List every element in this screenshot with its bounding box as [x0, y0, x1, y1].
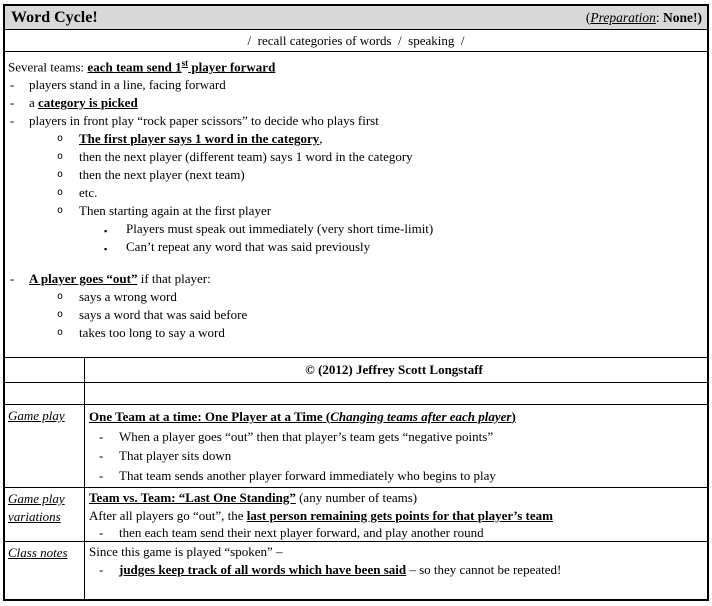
prep-label: Preparation [590, 9, 656, 25]
bullet-marker: - [99, 467, 104, 483]
page-title: Word Cycle! [11, 8, 98, 26]
list-line [85, 524, 703, 542]
text-segment: Changing teams after each player [330, 409, 512, 424]
text-segment: says a wrong word [79, 289, 177, 305]
section-label: Game play [8, 408, 65, 423]
text-segment: After all players go “out”, the [89, 507, 247, 523]
text-segment: The first player says 1 word in the category [79, 131, 320, 147]
text-segment: takes too long to say a word [79, 325, 225, 341]
list-line [5, 306, 707, 324]
list-line [85, 543, 703, 561]
bullet-marker: o [57, 151, 64, 163]
bullet-marker: o [57, 291, 64, 303]
text-segment: st [181, 58, 189, 68]
spacer-row [5, 383, 707, 405]
class-notes-label-cell [5, 542, 85, 599]
class-notes-row [5, 542, 707, 599]
bullet-marker: ▪ [104, 226, 108, 237]
list-line [5, 220, 707, 238]
spacer-label-cell [5, 383, 85, 404]
text-segment: A player goes “out” [29, 271, 138, 287]
bullet-marker: o [57, 205, 64, 217]
bullet-marker: o [57, 187, 64, 199]
copyright-row [5, 358, 707, 383]
text-segment: then the next player (different team) says 1 word in the category [79, 149, 413, 165]
text-segment: judges keep track of all words which have been said [119, 562, 407, 577]
text-segment: That player sits down [119, 448, 232, 463]
list-line [85, 489, 703, 507]
list-line [85, 427, 703, 447]
section-label: variations [8, 509, 61, 524]
game-play-cell [85, 405, 707, 487]
bullet-marker: o [57, 133, 64, 145]
bullet-marker: - [10, 271, 15, 287]
list-line [85, 407, 703, 427]
text-segment: Can’t repeat any word that was said previously [126, 239, 371, 255]
instructions-row [5, 52, 707, 358]
text-segment: Since this game is played “spoken” – [89, 544, 283, 559]
skills-row [5, 30, 707, 52]
bullet-marker: - [10, 113, 15, 129]
text-segment: When a player goes “out” then that player’s team gets “negative points” [119, 428, 494, 444]
list-line [5, 130, 707, 148]
text-segment: then each team send their next player forward, and play another round [119, 525, 484, 540]
text-segment: last person remaining gets points for that player’s team [246, 507, 553, 523]
title-bar [5, 6, 707, 30]
section-label: Game play [8, 491, 65, 506]
text-segment: Then starting again at the first player [79, 203, 272, 219]
list-line [5, 184, 707, 202]
list-line [5, 112, 707, 130]
list-line [5, 238, 707, 256]
spacer-cell [85, 383, 707, 404]
bullet-marker: o [57, 327, 64, 339]
text-segment: ) [511, 409, 516, 424]
list-line [85, 466, 703, 486]
text-segment: says a word that was said before [79, 307, 248, 323]
text-segment: players stand in a line, facing forward [29, 77, 226, 93]
variations-cell [85, 488, 707, 541]
text-segment: then the next player (next team) [79, 167, 245, 183]
variations-label-cell [5, 488, 85, 541]
list-line [5, 288, 707, 306]
list-line [85, 561, 703, 579]
text-segment: each team send 1 [87, 59, 182, 75]
text-segment: category is picked [38, 95, 138, 111]
copyright-text: © (2012) Jeffrey Scott Longstaff [305, 362, 483, 377]
text-segment: a [29, 95, 39, 111]
class-notes-cell [85, 542, 707, 599]
list-line [5, 166, 707, 184]
list-line [5, 270, 707, 288]
text-segment: One Team at a time: One Player at a Time [89, 409, 323, 424]
prep-open: ( [585, 9, 591, 25]
text-segment: players in front play “rock paper scissors” to decide who plays first [29, 113, 379, 129]
text-segment: etc. [79, 185, 98, 201]
game-play-label-cell [5, 405, 85, 487]
preparation-note [586, 10, 702, 26]
bullet-marker: o [57, 169, 64, 181]
bullet-marker: o [57, 309, 64, 321]
bullet-marker: - [99, 562, 104, 577]
list-line [5, 94, 707, 112]
text-segment: if that player: [137, 271, 211, 287]
prep-sep: : [655, 9, 663, 25]
bullet-marker: - [99, 525, 104, 540]
bullet-marker: - [99, 428, 104, 444]
section-label: Class notes [8, 545, 68, 560]
prep-value: None!) [663, 9, 702, 25]
bullet-marker: - [10, 77, 15, 93]
copyright-label-cell [5, 358, 85, 382]
list-line [5, 148, 707, 166]
list-line [5, 202, 707, 220]
text-segment: – so they cannot be repeated! [406, 562, 562, 577]
text-segment: Several teams: [8, 59, 88, 75]
text-segment: Players must speak out immediately (very short time-limit) [126, 221, 434, 237]
skills-text: / recall categories of words / speaking / [247, 32, 465, 48]
text-segment: That team sends another player forward immediately who begins to play [119, 467, 496, 483]
list-line [5, 324, 707, 342]
text-segment: Team vs. Team: “Last One Standing” [89, 490, 296, 505]
bullet-marker: ▪ [104, 244, 108, 255]
list-line [85, 507, 703, 525]
text-segment: , [319, 131, 323, 147]
text-segment: ( [322, 409, 331, 424]
game-play-variations-row [5, 488, 707, 542]
text-segment: (any number of teams) [295, 490, 418, 505]
list-line [5, 54, 707, 76]
document-table [3, 4, 709, 601]
bullet-marker: - [99, 448, 104, 463]
list-line [5, 76, 707, 94]
bullet-marker: - [10, 95, 15, 111]
text-segment: player forward [188, 59, 276, 75]
game-play-row [5, 405, 707, 488]
instructions-cell [5, 52, 707, 357]
list-line [85, 446, 703, 466]
